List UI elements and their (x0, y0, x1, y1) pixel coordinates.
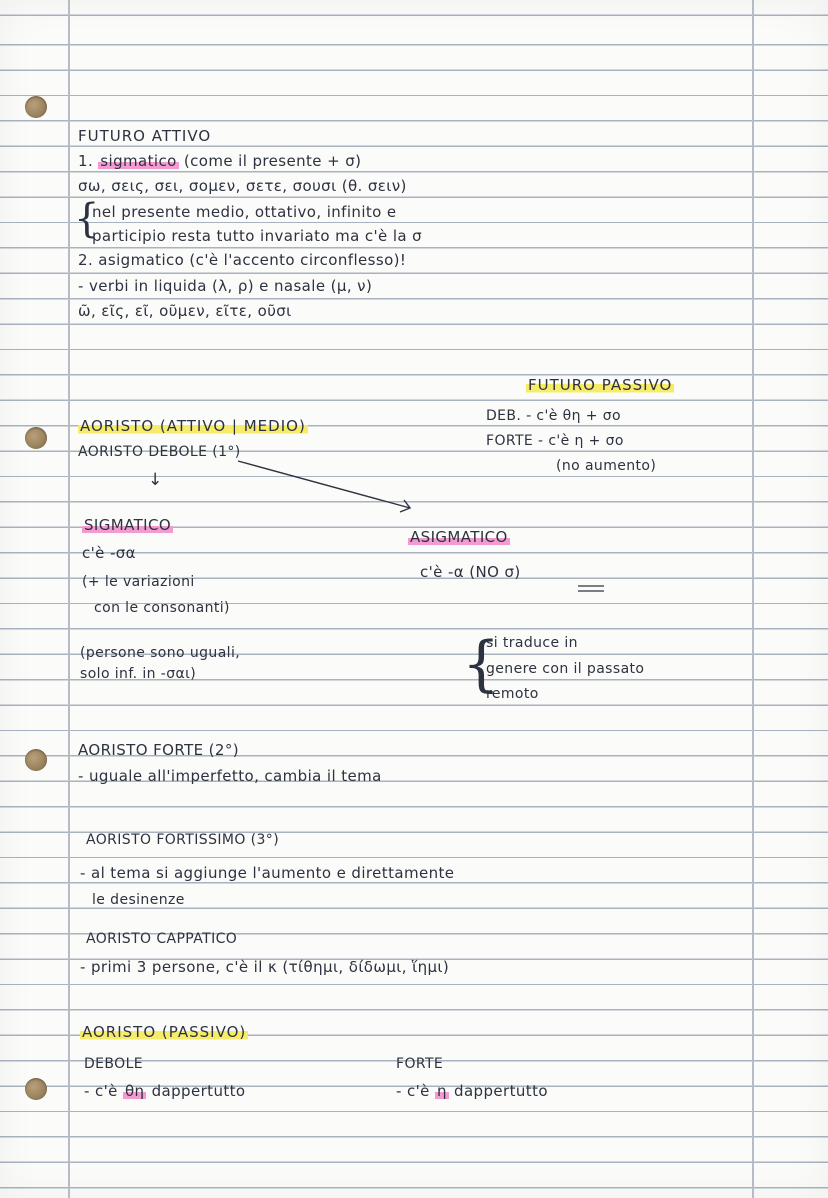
aoristo-forte-line-1: - uguale all'imperfetto, cambia il tema (78, 767, 382, 785)
asigmatico-line-1: c'è -α (NO σ) (420, 563, 521, 581)
aoristo-attivo-title-text: AORISTO (ATTIVO | MEDIO) (80, 417, 306, 435)
aoristo-passivo-title-text: AORISTO (PASSIVO) (82, 1023, 247, 1041)
futuro-passivo-line-1: DEB. - c'è θη + σο (486, 408, 621, 424)
sigmatico-line-2: (+ le variazioni (82, 574, 195, 590)
futuro-attivo-line-4: participio resta tutto invariato ma c'è la σ (92, 227, 423, 245)
aoristo-cappatico-line-1: - primi 3 persone, c'è il κ (τίθημι, δίδωμι, ἵημι) (80, 958, 450, 976)
sigmatico-line-5: solo inf. in -σαι) (80, 666, 197, 682)
highlighted-term: η (436, 1082, 447, 1100)
highlighted-term: sigmatico (100, 152, 177, 170)
translation-note-line-3: remoto (486, 686, 539, 702)
futuro-passivo-title-text: FUTURO PASSIVO (528, 376, 673, 394)
futuro-passivo-line-2: FORTE - c'è η + σο (486, 433, 624, 449)
note-text: - c'è (396, 1082, 430, 1100)
aoristo-debole-label: AORISTO DEBOLE (1°) (78, 444, 241, 460)
curly-brace: { (462, 629, 501, 699)
note-text: dappertutto (454, 1082, 548, 1100)
aoristo-fortissimo-title: AORISTO FORTISSIMO (3°) (86, 832, 280, 848)
translation-note-line-2: genere con il passato (486, 661, 645, 677)
aoristo-fortissimo-line-1: - al tema si aggiunge l'aumento e direttamente (80, 864, 455, 882)
connector-line (238, 461, 410, 508)
note-text: - c'è (84, 1082, 118, 1100)
translation-note-line-1: si traduce in (486, 635, 578, 651)
list-number: 1. (78, 152, 94, 170)
futuro-passivo-line-3: (no aumento) (556, 458, 657, 474)
note-text: dappertutto (151, 1082, 246, 1100)
note-text: (come il presente + σ) (183, 152, 362, 170)
aoristo-passivo-forte-label: FORTE (396, 1056, 444, 1072)
futuro-attivo-line-5: 2. asigmatico (c'è l'accento circonflesso)! (78, 251, 407, 269)
sigmatico-line-4: (persone sono uguali, (80, 645, 241, 661)
futuro-attivo-line-3: nel presente medio, ottativo, infinito e (92, 203, 397, 221)
highlighted-term: θη (124, 1082, 145, 1100)
asigmatico-title-text: ASIGMATICO (410, 528, 508, 546)
aoristo-passivo-debole-label: DEBOLE (84, 1056, 144, 1072)
sigmatico-line-3: con le consonanti) (94, 600, 230, 616)
aoristo-fortissimo-line-2: le desinenze (92, 892, 185, 908)
futuro-attivo-line-6: - verbi in liquida (λ, ρ) e nasale (μ, ν) (78, 277, 373, 295)
futuro-attivo-line-7: ῶ, εῖς, εῖ, οῦμεν, εῖτε, οῦσι (78, 302, 292, 320)
curly-brace: { (74, 196, 100, 242)
sigmatico-title-text: SIGMATICO (84, 516, 172, 534)
futuro-attivo-line-2: σω, σεις, σει, σομεν, σετε, σουσι (θ. σειν) (78, 177, 407, 195)
futuro-attivo-title-text: FUTURO ATTIVO (78, 127, 212, 145)
sigmatico-line-1: c'è -σα (82, 544, 136, 562)
aoristo-forte-title: AORISTO FORTE (2°) (78, 741, 240, 759)
down-arrow: ↓ (148, 470, 163, 490)
aoristo-cappatico-title: AORISTO CAPPATICO (86, 931, 238, 947)
